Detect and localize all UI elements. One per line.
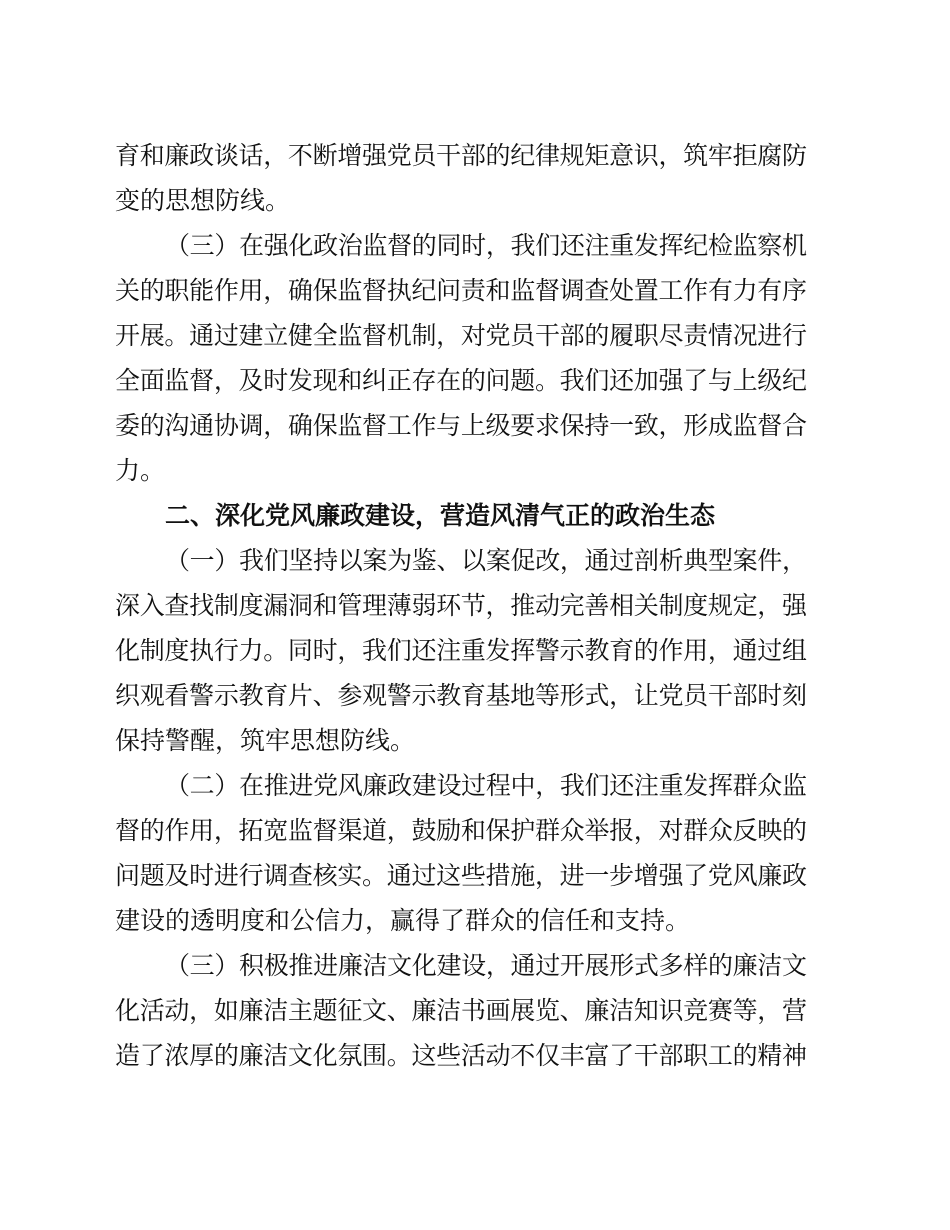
text-line: 开展。通过建立健全监督机制，对党员干部的履职尽责情况进行 xyxy=(115,321,807,350)
text-line: 保持警醒，筑牢思想防线。 xyxy=(115,726,416,755)
text-line: 造了浓厚的廉洁文化氛围。这些活动不仅丰富了干部职工的精神 xyxy=(115,1041,807,1070)
text-line: （三）积极推进廉洁文化建设，通过开展形式多样的廉洁文 xyxy=(165,951,807,980)
text-line: 深入查找制度漏洞和管理薄弱环节，推动完善相关制度规定，强 xyxy=(115,591,807,620)
text-line: 建设的透明度和公信力，赢得了群众的信任和支持。 xyxy=(115,906,691,935)
text-line: 化活动，如廉洁主题征文、廉洁书画展览、廉洁知识竞赛等，营 xyxy=(115,996,807,1025)
text-line: 关的职能作用，确保监督执纪问责和监督调查处置工作有力有序 xyxy=(115,276,807,305)
text-line: 织观看警示教育片、参观警示教育基地等形式，让党员干部时刻 xyxy=(115,681,807,710)
text-line: 化制度执行力。同时，我们还注重发挥警示教育的作用，通过组 xyxy=(115,636,807,665)
text-line: 问题及时进行调查核实。通过这些措施，进一步增强了党风廉政 xyxy=(115,861,807,890)
text-line: （三）在强化政治监督的同时，我们还注重发挥纪检监察机 xyxy=(165,231,807,260)
section-heading: 二、深化党风廉政建设，营造风清气正的政治生态 xyxy=(165,501,716,530)
text-line: 督的作用，拓宽监督渠道，鼓励和保护群众举报，对群众反映的 xyxy=(115,816,807,845)
text-line: 全面监督，及时发现和纠正存在的问题。我们还加强了与上级纪 xyxy=(115,366,807,395)
text-line: 育和廉政谈话，不断增强党员干部的纪律规矩意识，筑牢拒腐防 xyxy=(115,141,807,170)
text-line: （二）在推进党风廉政建设过程中，我们还注重发挥群众监 xyxy=(165,771,807,800)
text-line: 变的思想防线。 xyxy=(115,186,291,215)
text-line: 委的沟通协调，确保监督工作与上级要求保持一致，形成监督合 xyxy=(115,411,807,440)
text-line: （一）我们坚持以案为鉴、以案促改，通过剖析典型案件， xyxy=(165,546,807,575)
text-line: 力。 xyxy=(115,456,166,485)
